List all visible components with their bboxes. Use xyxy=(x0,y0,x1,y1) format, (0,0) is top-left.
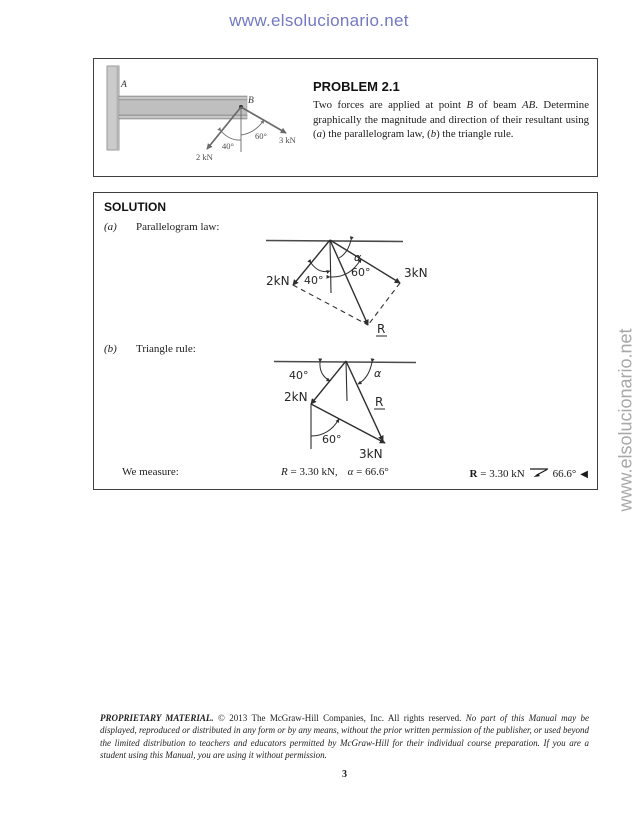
final-answer xyxy=(470,466,588,480)
tri-60-label: 60° xyxy=(322,433,342,446)
part-a-marker: (a) xyxy=(104,221,117,233)
page-number: 3 xyxy=(342,769,347,780)
vertical-reference-line xyxy=(346,361,347,401)
problem-text-run: a xyxy=(316,128,323,141)
tri-3kn-label: 3kN xyxy=(359,447,383,461)
wall-shade xyxy=(117,66,120,150)
problem-text-run: . Determine graphically the magnitude and direction of their resultant using ( xyxy=(313,99,589,141)
dashed-side-right xyxy=(368,283,400,325)
part-b-marker: (b) xyxy=(104,343,117,355)
problem-text-run: B xyxy=(466,99,474,111)
pgram-3kn-label: 3kN xyxy=(404,266,428,280)
proprietary-label: PROPRIETARY MATERIAL. xyxy=(100,713,214,723)
ceiling-line xyxy=(266,241,403,242)
side-url-text: www.elsolucionario.net xyxy=(615,328,636,512)
solution-title: SOLUTION xyxy=(104,200,166,214)
legal-text: No part of this Manual may be displayed, reproduced or distributed in any form or by any means, without the prior written permission of the publisher, or used beyond the limited distribution to teachers and educators permitted by McGraw-Hill for their individual course preparation. If you are a student using this Manual, you are using it without permission. xyxy=(100,713,589,761)
answer-r-value: = 3.30 kN xyxy=(477,468,525,480)
beam-angle-40-label: 40° xyxy=(222,141,234,151)
measure-values xyxy=(281,466,389,478)
problem-text-run: AB xyxy=(522,99,536,111)
problem-box xyxy=(93,58,598,177)
tri-2kn-label: 2kN xyxy=(284,390,308,404)
tri-resultant-label: R xyxy=(375,395,384,409)
part-a-label: Parallelogram law: xyxy=(136,221,220,233)
problem-text-run: of beam xyxy=(473,99,523,111)
problem-text-run: Two forces are applied at point xyxy=(313,99,467,111)
vertical-reference-line xyxy=(330,240,331,293)
measure-label: We measure: xyxy=(122,466,179,478)
part-b-label: Triangle rule: xyxy=(136,343,196,355)
pgram-60-label: 60° xyxy=(351,266,371,279)
alpha-value: = 66.6° xyxy=(353,466,389,478)
vector-2kn xyxy=(311,361,346,404)
vector-resultant xyxy=(330,240,368,325)
problem-title: PROBLEM 2.1 xyxy=(313,79,400,94)
beam-force-3kn-label: 3 kN xyxy=(279,135,296,145)
beam-force-2kn-label: 2 kN xyxy=(196,152,213,162)
arc-40 xyxy=(221,131,241,140)
problem-statement xyxy=(313,98,589,142)
tri-40-label: 40° xyxy=(289,369,309,382)
problem-text-run: ) the triangle rule. xyxy=(436,128,514,141)
pgram-alpha-label: α xyxy=(354,251,362,264)
alpha-symbol: α xyxy=(347,466,354,478)
tri-alpha-label: α xyxy=(374,367,382,380)
copyright-notice xyxy=(100,712,589,762)
arc-40 xyxy=(320,362,330,381)
beam-figure xyxy=(102,62,314,172)
header-url-text: www.elsolucionario.net xyxy=(229,11,409,30)
copyright-line: © 2013 The McGraw-Hill Companies, Inc. All rights reserved. xyxy=(213,713,466,723)
arc-alpha xyxy=(358,362,372,384)
problem-text-run: b xyxy=(430,128,437,141)
answer-r-symbol: R xyxy=(469,468,478,480)
r-value: = 3.30 kN, xyxy=(287,466,338,478)
parallelogram-figure xyxy=(246,233,451,345)
solution-box xyxy=(93,192,598,490)
beam-point-b-label: B xyxy=(248,96,254,106)
answer-end-marker: ◀ xyxy=(580,469,588,480)
triangle-figure xyxy=(259,354,444,482)
angle-direction-icon xyxy=(528,466,550,479)
beam-point-a-label: A xyxy=(121,80,127,90)
problem-text-run: ) the parallelogram law, ( xyxy=(322,128,431,141)
arc-40 xyxy=(311,263,330,272)
r-symbol: R xyxy=(281,466,288,478)
pgram-40-label: 40° xyxy=(304,274,324,287)
beam xyxy=(119,96,247,119)
answer-angle-value: 66.6° xyxy=(552,468,577,480)
pgram-resultant-label: R xyxy=(377,322,386,336)
beam-angle-60-label: 60° xyxy=(255,131,267,141)
pgram-2kn-label: 2kN xyxy=(266,274,290,288)
